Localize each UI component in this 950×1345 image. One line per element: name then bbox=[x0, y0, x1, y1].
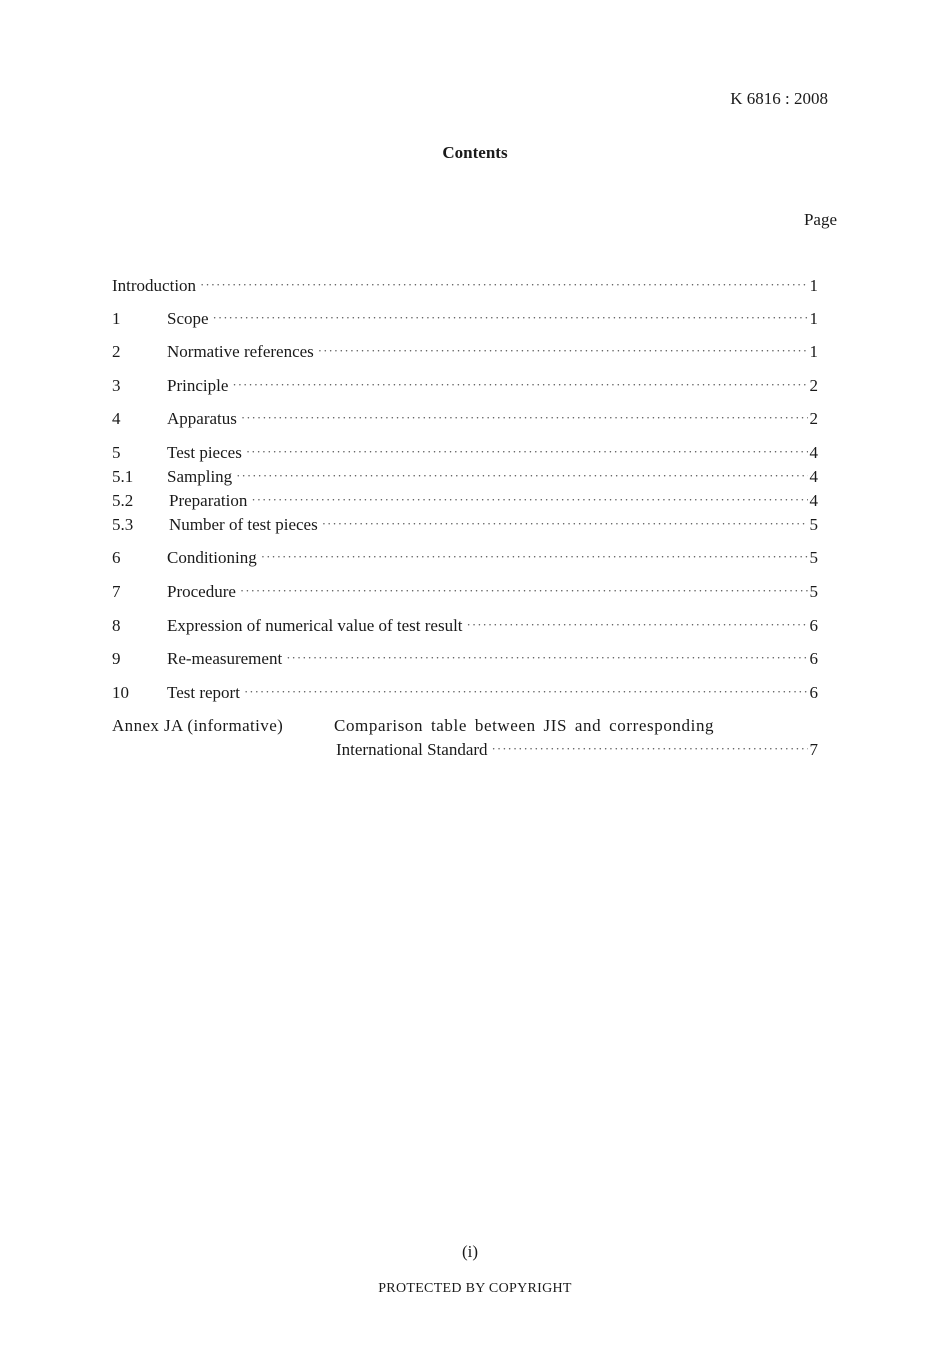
toc-entry-number: 5.2 bbox=[112, 491, 134, 510]
toc-entry-preparation[interactable] bbox=[112, 491, 818, 513]
dot-leader bbox=[318, 343, 808, 359]
dot-leader bbox=[467, 617, 808, 633]
contents-title: Contents bbox=[442, 143, 508, 162]
toc-entry-number: 10 bbox=[112, 683, 129, 702]
toc-entry-page: 6 bbox=[809, 616, 818, 635]
toc-entry-page: 4 bbox=[809, 467, 818, 486]
toc-entry-number: 5.1 bbox=[112, 467, 134, 486]
dot-leader bbox=[244, 684, 808, 700]
toc-entry-title: Expression of numerical value of test result bbox=[167, 616, 463, 635]
toc-entry-expression-of-numerical-value[interactable] bbox=[112, 616, 818, 638]
dot-leader bbox=[286, 650, 807, 666]
toc-entry-number: 5.3 bbox=[112, 515, 134, 534]
dot-leader bbox=[261, 549, 808, 565]
toc-entry-page: 4 bbox=[809, 443, 818, 462]
dot-leader bbox=[246, 444, 808, 460]
toc-entry-title: Scope bbox=[167, 309, 209, 328]
toc-entry-number-of-test-pieces[interactable] bbox=[112, 515, 818, 537]
toc-entry-number: 7 bbox=[112, 582, 121, 601]
toc-entry-number: 8 bbox=[112, 616, 121, 635]
toc-entry-title: Normative references bbox=[167, 342, 314, 361]
dot-leader bbox=[240, 583, 808, 599]
dot-leader bbox=[251, 492, 807, 508]
dot-leader bbox=[200, 277, 807, 293]
toc-entry-number: 5 bbox=[112, 443, 121, 462]
page-column-label: Page bbox=[803, 210, 837, 229]
toc-entry-title: Conditioning bbox=[167, 548, 257, 567]
toc-entry-page: 1 bbox=[809, 342, 818, 361]
toc-entry-page: 5 bbox=[809, 515, 818, 534]
toc-entry-principle[interactable] bbox=[112, 376, 818, 398]
toc-entry-title: Test pieces bbox=[167, 443, 242, 462]
toc-entry-scope[interactable] bbox=[112, 309, 818, 331]
toc-entry-title: Introduction bbox=[112, 276, 197, 295]
toc-entry-annex-ja[interactable] bbox=[112, 716, 818, 736]
toc-entry-normative-references[interactable] bbox=[112, 342, 818, 364]
toc-entry-page: 4 bbox=[809, 491, 818, 510]
dot-leader bbox=[232, 377, 807, 393]
dot-leader bbox=[322, 516, 808, 532]
toc-entry-title: Number of test pieces bbox=[169, 515, 318, 534]
toc-entry-re-measurement[interactable] bbox=[112, 649, 818, 671]
toc-entry-page: 1 bbox=[809, 309, 818, 328]
annex-title-line2: International Standard bbox=[336, 740, 488, 759]
toc-entry-page: 6 bbox=[809, 649, 818, 668]
toc-entry-title: Principle bbox=[167, 376, 229, 395]
toc-entry-title: Procedure bbox=[167, 582, 236, 601]
document-id: K 6816 : 2008 bbox=[730, 89, 828, 108]
toc-entry-introduction[interactable] bbox=[112, 276, 818, 298]
toc-entry-title: Test report bbox=[167, 683, 240, 702]
annex-label: Annex JA (informative) bbox=[112, 716, 284, 735]
toc-entry-sampling[interactable] bbox=[112, 467, 818, 489]
toc-entry-apparatus[interactable] bbox=[112, 409, 818, 431]
annex-title-line1: Comparison table between JIS and corresponding bbox=[334, 716, 715, 735]
toc-entry-title: Re-measurement bbox=[167, 649, 283, 668]
toc-entry-title: Sampling bbox=[167, 467, 233, 486]
toc-entry-number: 2 bbox=[112, 342, 121, 361]
toc-entry-annex-ja-continued[interactable] bbox=[336, 740, 818, 762]
toc-entry-number: 1 bbox=[112, 309, 121, 328]
dot-leader bbox=[236, 468, 807, 484]
toc-entry-page: 1 bbox=[809, 276, 818, 295]
toc-entry-test-report[interactable] bbox=[112, 683, 818, 705]
toc-entry-page: 2 bbox=[809, 376, 818, 395]
toc-entry-conditioning[interactable] bbox=[112, 548, 818, 570]
toc-entry-page: 5 bbox=[809, 582, 818, 601]
toc-entry-number: 6 bbox=[112, 548, 121, 567]
toc-entry-number: 9 bbox=[112, 649, 121, 668]
footer-page-number: (i) bbox=[461, 1242, 479, 1261]
copyright-notice: PROTECTED BY COPYRIGHT bbox=[378, 1281, 572, 1296]
toc-entry-procedure[interactable] bbox=[112, 582, 818, 604]
toc-entry-page: 6 bbox=[809, 683, 818, 702]
toc-entry-number: 4 bbox=[112, 409, 121, 428]
dot-leader bbox=[213, 310, 808, 326]
toc-entry-title: Apparatus bbox=[167, 409, 237, 428]
annex-page: 7 bbox=[809, 740, 818, 759]
toc-entry-page: 5 bbox=[809, 548, 818, 567]
toc-entry-test-pieces[interactable] bbox=[112, 443, 818, 465]
toc-entry-number: 3 bbox=[112, 376, 121, 395]
toc-entry-title: Preparation bbox=[169, 491, 248, 510]
toc-entry-page: 2 bbox=[809, 409, 818, 428]
dot-leader bbox=[492, 741, 808, 757]
dot-leader bbox=[241, 410, 808, 426]
